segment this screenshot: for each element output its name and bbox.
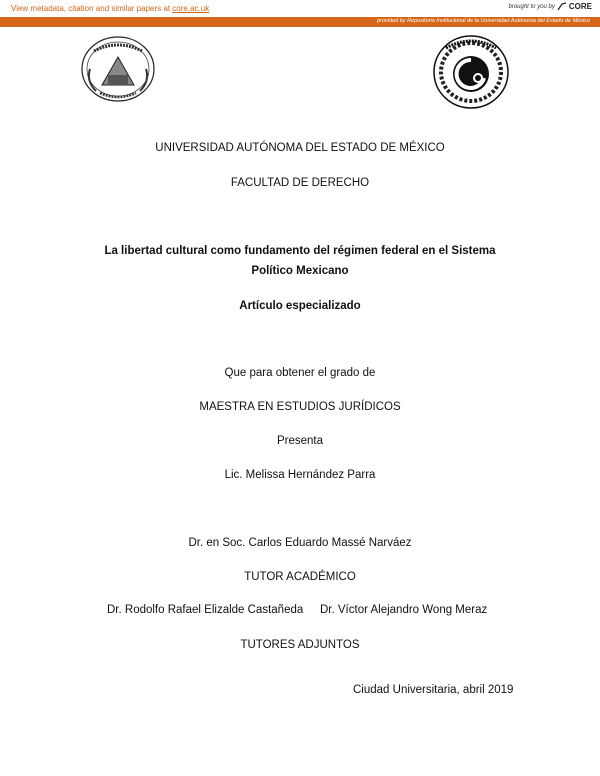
provided-prefix: provided by (377, 18, 406, 24)
core-logo[interactable]: CORE (568, 2, 592, 11)
uaem-seal-left-icon (80, 35, 156, 103)
document-type: Artículo especializado (239, 300, 361, 312)
author-name: Lic. Melissa Hernández Parra (224, 469, 376, 481)
place-date: Ciudad Universitaria, abril 2019 (353, 684, 514, 696)
provided-source[interactable]: Repositorio Institucional de la Universidad Autónoma del Estado de México (407, 18, 590, 24)
co-advisors-role: TUTORES ADJUNTOS (240, 639, 360, 651)
core-provided-bar (0, 17, 600, 27)
provided-by (377, 18, 590, 24)
core-link-target[interactable]: core.ac.uk (172, 4, 210, 13)
thesis-title-line-1: La libertad cultural como fundamento del régimen federal en el Sistema (104, 245, 496, 257)
brought-to-you (509, 2, 593, 11)
core-header (0, 0, 600, 17)
faculty-seal-right-icon (432, 34, 510, 110)
co-advisor-1: Dr. Rodolfo Rafael Elizalde Castañeda (107, 604, 304, 616)
advisor-name: Dr. en Soc. Carlos Eduardo Massé Narváez (188, 537, 412, 549)
degree-name: MAESTRA EN ESTUDIOS JURÍDICOS (199, 401, 401, 413)
core-metadata-link[interactable] (11, 4, 209, 13)
purpose-text: Que para obtener el grado de (224, 367, 376, 379)
core-logo-icon (557, 2, 567, 11)
advisor-role: TUTOR ACADÉMICO (244, 571, 356, 583)
presents-text: Presenta (276, 435, 324, 447)
thesis-title-line-2: Político Mexicano (251, 265, 349, 277)
co-advisor-2: Dr. Víctor Alejandro Wong Meraz (320, 604, 488, 616)
university-name: UNIVERSIDAD AUTÓNOMA DEL ESTADO DE MÉXICO (155, 142, 445, 154)
brought-by-text: brought to you by (508, 3, 555, 10)
core-link-prefix: View metadata, citation and similar papers at (11, 4, 173, 13)
faculty-name: FACULTAD DE DERECHO (230, 177, 370, 189)
